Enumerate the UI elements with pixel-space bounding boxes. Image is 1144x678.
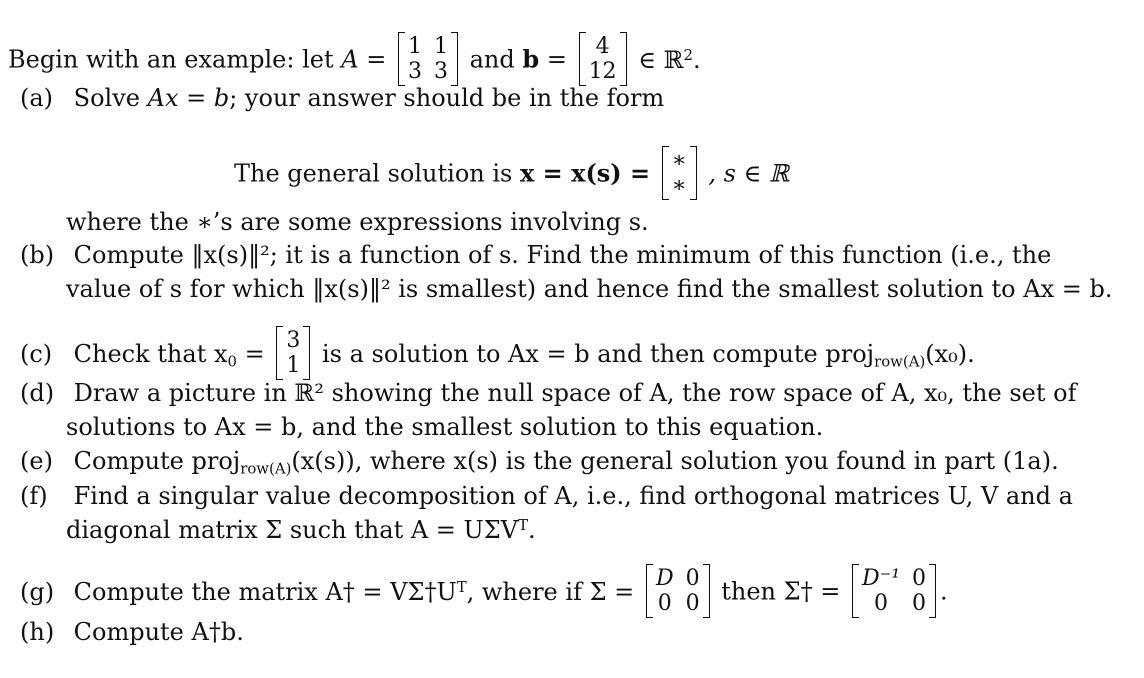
item-c-post: is a solution to Ax = b and then compute proj$_{row(A)}$(x₀). (322, 339, 975, 370)
general-solution-eq: x = x(s) = (520, 158, 651, 188)
vector-x0-entry: 1 (286, 353, 301, 378)
item-d (20, 381, 1076, 405)
item-d-line1: Draw a picture in ℝ² showing the null space of A, the row space of A, x₀, the set of (73, 379, 1077, 407)
item-label: (f) (20, 482, 48, 510)
general-solution-text: The general solution is (234, 159, 513, 188)
item-g (20, 566, 948, 620)
matrix-sigma-entry: 0 (685, 591, 700, 616)
matrix-A (398, 32, 458, 86)
item-h-text: Compute A†b. (73, 618, 244, 646)
matrix-sigma (646, 564, 710, 618)
matrix-A-entry: 3 (433, 59, 448, 84)
item-a-eqn: Ax = b (147, 84, 230, 112)
item-f-line2: diagonal matrix Σ such that $A = U\Sigma V^T$. (66, 515, 536, 544)
equals-sign: = (366, 45, 387, 74)
vector-b-entry: 12 (588, 59, 617, 84)
item-label: (g) (20, 577, 55, 606)
vector-x0 (276, 326, 310, 380)
matrix-A-entry: 3 (407, 59, 422, 84)
intro-line (8, 34, 701, 88)
item-g-then: then Σ† = (721, 577, 841, 606)
item-f-line1: Find a singular value decomposition of A, i.e., find orthogonal matrices U, V and a (73, 482, 1073, 510)
item-b-line1: Compute ‖x(s)‖²; it is a function of s. Find the minimum of this function (i.e., the (73, 241, 1052, 269)
item-b-line2: value of s for which ‖x(s)‖² is smallest) and hence find the smallest solution to Ax = b. (66, 275, 1113, 303)
star-entry: ∗ (671, 148, 687, 173)
in-r2: ∈ ℝ$^2$. (638, 45, 701, 74)
item-label: (e) (20, 447, 53, 475)
item-h (20, 620, 244, 644)
matrix-sigma-entry: 0 (657, 591, 672, 616)
matrix-sigma-entry: 0 (685, 566, 700, 591)
general-solution-line (234, 148, 789, 202)
matrix-sigma-dagger (852, 564, 936, 618)
vector-x0-entry: 3 (286, 328, 301, 353)
star-entry: ∗ (671, 173, 687, 198)
vector-b-entry: 4 (595, 34, 610, 59)
item-a-where: where the ∗’s are some expressions involving s. (66, 208, 649, 236)
item-label: (b) (20, 241, 55, 269)
matrix-A-entry: 1 (433, 34, 448, 59)
item-e-text: Compute proj$_{row(A)}$(x(s)), where x(s) is the general solution you found in part (1a). (73, 447, 1059, 478)
star-vector (662, 146, 697, 200)
item-a (20, 86, 664, 110)
item-label: (h) (20, 618, 55, 646)
item-c (20, 328, 975, 382)
intro-text: Begin with an example: let (8, 45, 334, 74)
item-d-line2: solutions to Ax = b, and the smallest solution to this equation. (66, 413, 824, 441)
item-label: (a) (20, 84, 54, 112)
and-word: and (469, 45, 515, 74)
vector-b-symbol: b (522, 44, 540, 74)
matrix-sigma-dagger-entry: D⁻¹ (861, 566, 901, 591)
item-e (20, 447, 1059, 478)
matrix-A-entry: 1 (407, 34, 422, 59)
item-label: (d) (20, 379, 55, 407)
item-a-tail: ; your answer should be in the form (229, 84, 665, 112)
item-a-text: Solve (73, 84, 140, 112)
item-c-pre: Check that $x_0$ = (73, 339, 265, 370)
matrix-A-symbol: A (341, 45, 359, 74)
vector-b (579, 32, 627, 86)
equals-sign: = (546, 45, 567, 74)
matrix-sigma-dagger-entry: 0 (874, 591, 888, 616)
item-g-end: . (940, 577, 948, 606)
matrix-sigma-entry: D (655, 566, 674, 591)
item-g-pre: Compute the matrix A† = $V\Sigma\dagger U^T$, where if Σ = (73, 577, 635, 606)
item-b (20, 243, 1051, 267)
matrix-sigma-dagger-entry: 0 (912, 591, 927, 616)
item-label: (c) (20, 339, 53, 368)
item-f (20, 484, 1073, 508)
matrix-sigma-dagger-entry: 0 (912, 566, 927, 591)
general-solution-domain: , s ∈ ℝ (708, 159, 789, 188)
